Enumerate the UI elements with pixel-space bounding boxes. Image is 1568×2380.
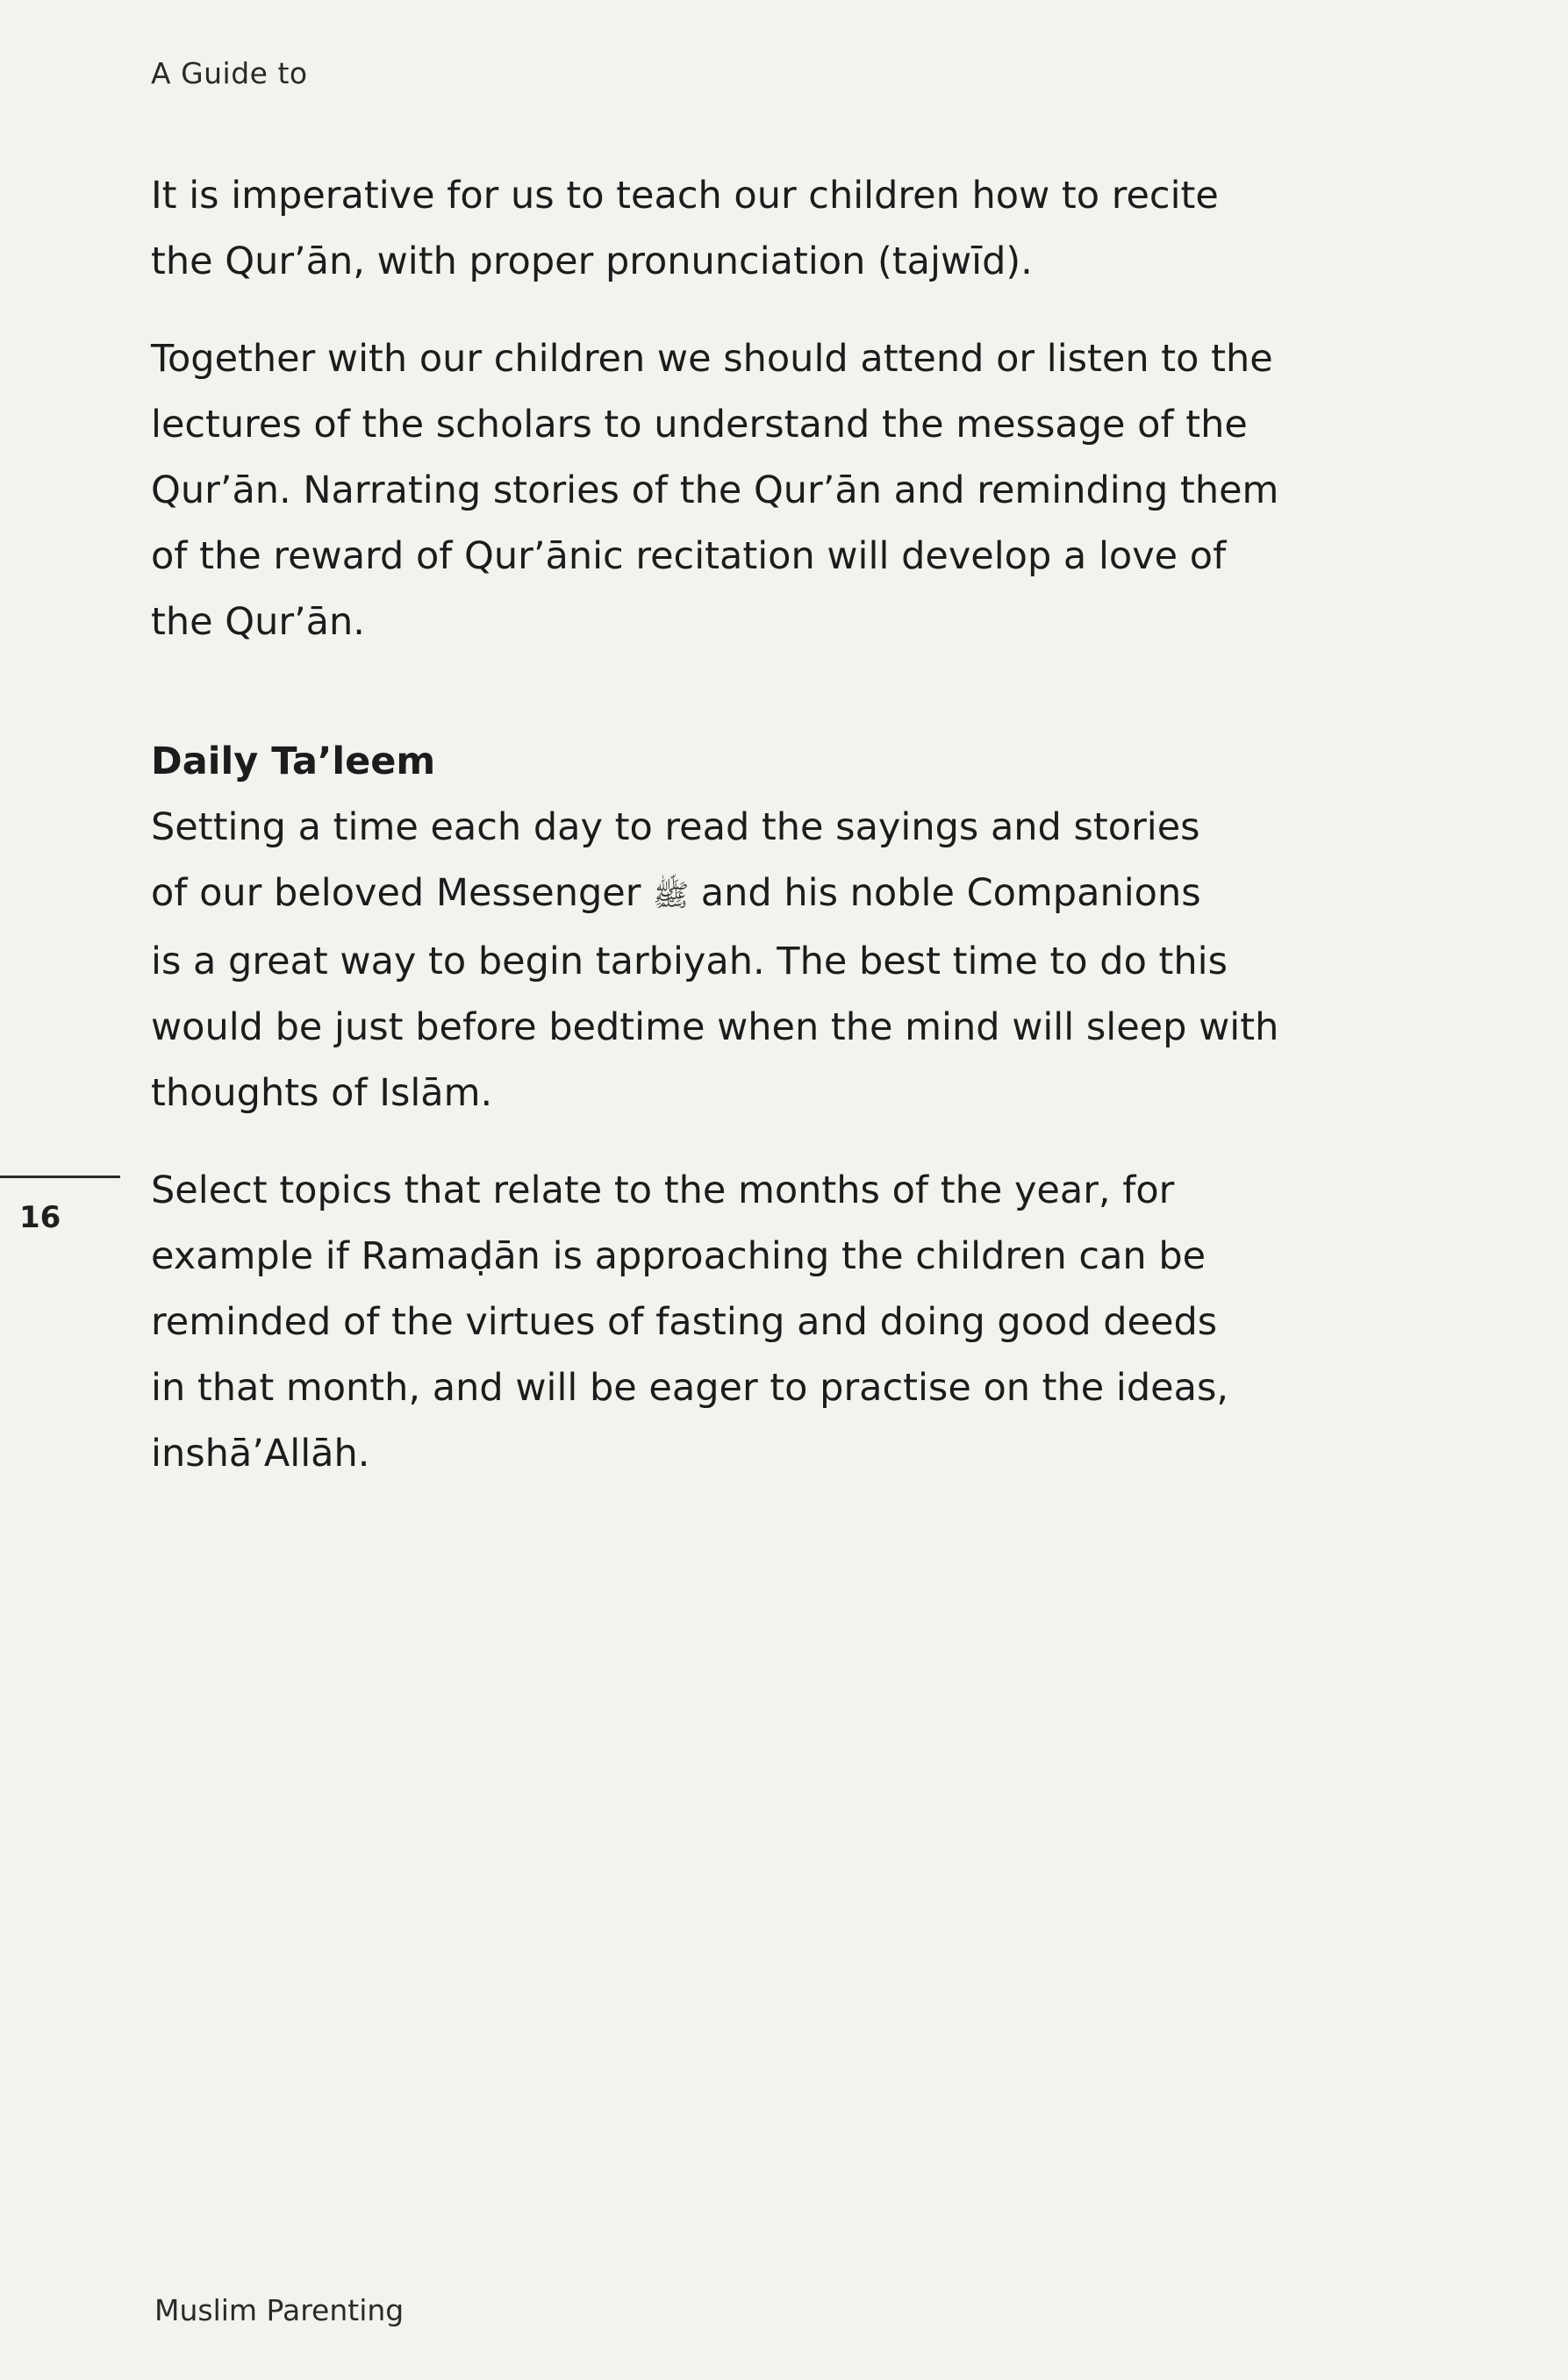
paragraph-daily-taleem-part2: and his noble Companions is a great way to begin tarbiyah. The best time to do this would be just before bedtime when the mind will sleep with thoughts of Islām. (151, 871, 1279, 1115)
paragraph-daily-taleem-part1: Setting a time each day to read the sayings and stories of our beloved Messenger (151, 805, 1200, 915)
section-heading: Daily Ta’leem (151, 740, 436, 783)
paragraph-daily-taleem (151, 795, 1467, 1126)
page-number: 16 (19, 1200, 61, 1235)
running-header: A Guide to (151, 56, 308, 90)
paragraph-lectures: Together with our children we should attend or listen to the lectures of the scholars to understand the message of the Qur’ān. Narrating stories of the Qur’ān and reminding them of the reward of Qur’ānic recitation will develop a love of the Qur’ān. (151, 337, 1279, 644)
running-footer: Muslim Parenting (154, 2293, 405, 2327)
main-text (151, 163, 1467, 1487)
page-number-rule (0, 1176, 120, 1178)
paragraph-tajwid: It is imperative for us to teach our children how to recite the Qur’ān, with proper pronunciation (tajwīd). (151, 174, 1219, 283)
paragraph-select-topics: Select topics that relate to the months of the year, for example if Ramaḍān is approaching the children can be reminded of the virtues of fasting and doing good deeds in that month, and will be eager to practise on the ideas, inshā’Allāh. (151, 1169, 1229, 1476)
salawat-symbol: ﷺ (653, 878, 690, 913)
